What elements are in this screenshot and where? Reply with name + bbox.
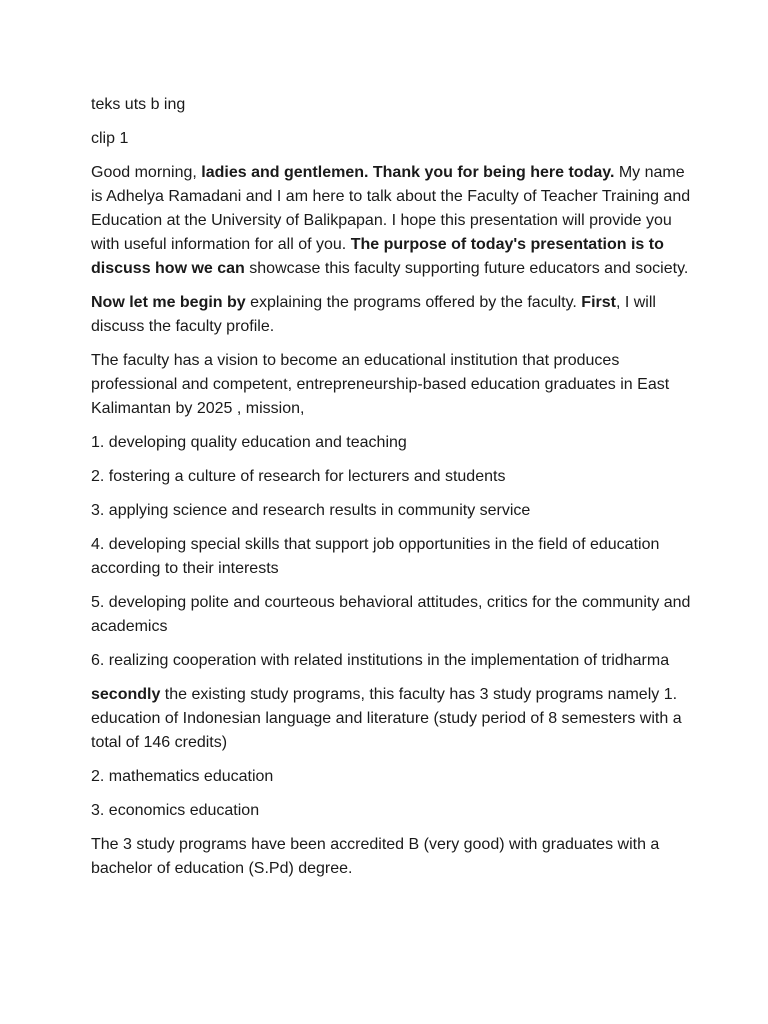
secondly-bold: secondly — [91, 686, 161, 703]
mission-item: 6. realizing cooperation with related institutions in the implementation of tridharma — [91, 652, 670, 669]
intro-text-2: My name is Adhelya Ramadani and I am here to talk about the Faculty of Teacher Training and Education at the University of Balikpapan. I hope this presentation will provide you with useful information for all of you. — [91, 164, 691, 253]
intro-text-1: Good morning, — [91, 164, 202, 181]
mission-item: 1. developing quality education and teaching — [91, 434, 407, 451]
begin-text-1: explaining the programs offered by the faculty. — [245, 294, 582, 311]
program-item: 3. economics education — [91, 802, 260, 819]
document-page — [91, 93, 691, 891]
clip-label: clip 1 — [91, 130, 129, 147]
mission-item: 3. applying science and research results in community service — [91, 502, 531, 519]
accreditation-paragraph: The 3 study programs have been accredited B (very good) with graduates with a bachelor of education (S.Pd) degree. — [91, 836, 660, 877]
intro-text-3: showcase this faculty supporting future educators and society. — [244, 260, 689, 277]
document-heading: teks uts b ing — [91, 96, 186, 113]
intro-bold-1: ladies and gentlemen. Thank you for being here today. — [201, 164, 615, 181]
begin-bold-2: First — [581, 294, 616, 311]
intro-paragraph — [91, 161, 691, 281]
program-item: 2. mathematics education — [91, 768, 274, 785]
begin-text-2: , I will discuss the faculty profile. — [91, 294, 656, 335]
vision-paragraph: The faculty has a vision to become an educational institution that produces professional and competent, entrepreneurship-based education graduates in East Kalimantan by 2025 , mission, — [91, 352, 670, 417]
intro-bold-2: The purpose of today's presentation is to discuss how we can — [91, 236, 664, 277]
mission-item: 5. developing polite and courteous behavioral attitudes, critics for the community and academics — [91, 594, 691, 635]
begin-paragraph — [91, 291, 691, 339]
mission-item: 2. fostering a culture of research for lecturers and students — [91, 468, 506, 485]
secondly-paragraph — [91, 683, 691, 755]
begin-bold-1: Now let me begin by — [91, 294, 246, 311]
mission-item: 4. developing special skills that support job opportunities in the field of education according to their interests — [91, 536, 660, 577]
secondly-text: the existing study programs, this faculty has 3 study programs namely 1. education of Indonesian language and literature (study period of 8 semesters with a total of 146 credits) — [91, 686, 682, 751]
